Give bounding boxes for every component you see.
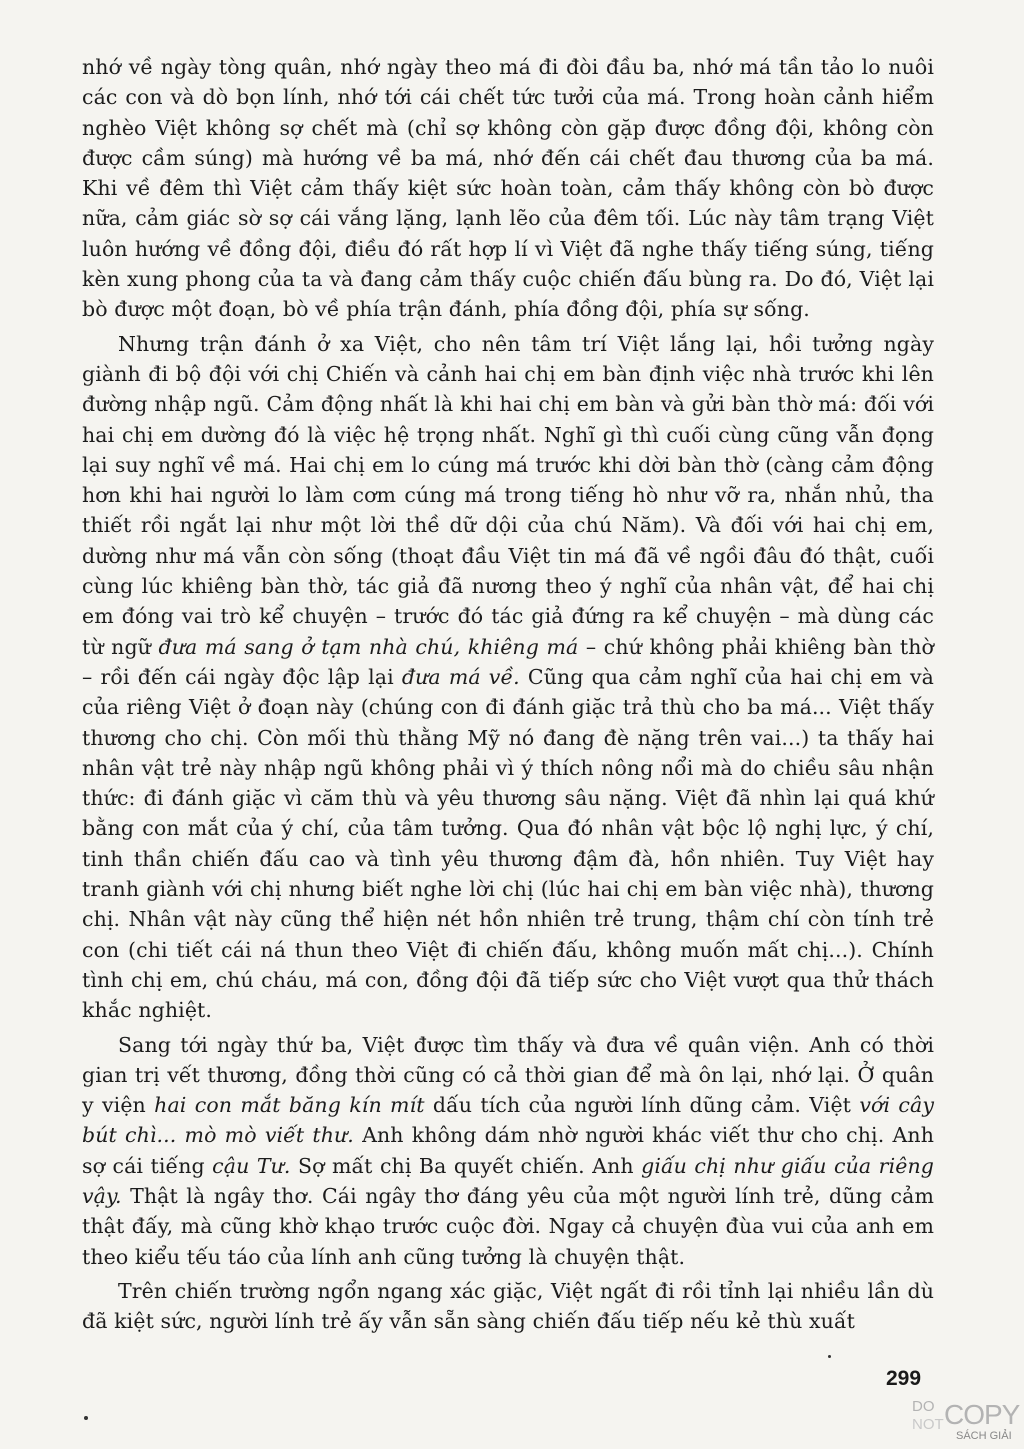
text-run: Sợ mất chị Ba quyết chiến. Anh	[290, 1153, 642, 1178]
scan-speck	[84, 1416, 88, 1420]
italic-quote: đưa má sang ở tạm nhà chú, khiêng má	[158, 634, 579, 659]
watermark-logo	[906, 1397, 1020, 1445]
italic-quote: với cây bút chì... mò mò viết thư.	[82, 1093, 934, 1148]
italic-quote: hai con mắt băng kín mít	[154, 1093, 425, 1118]
paragraph	[82, 329, 934, 1026]
watermark-do: DO	[912, 1398, 935, 1415]
text-run: Thật là ngây thơ. Cái ngây thơ đáng yêu của một người lính trẻ, dũng cảm thật đấy, mà cũng khờ khạo trước cuộc đời. Ngay cả chuyện đùa vui của anh em theo kiểu tếu táo của lính anh cũng tưởng là chuyện thật.	[82, 1183, 934, 1269]
watermark-copy: COPY	[944, 1399, 1020, 1430]
italic-quote: cậu Tư.	[212, 1153, 291, 1178]
text-run: Trên chiến trường ngổn ngang xác giặc, Việt ngất đi rồi tỉnh lại nhiều lần dù đã kiệt sức, người lính trẻ ấy vẫn sẵn sàng chiến đấu tiếp nếu kẻ thù xuất	[82, 1278, 934, 1334]
page-number: 299	[886, 1367, 922, 1390]
watermark-site: SÁCH GIẢI	[956, 1430, 1012, 1442]
scan-speck	[828, 1355, 831, 1358]
text-run: dấu tích của người lính dũng cảm. Việt	[424, 1093, 860, 1118]
text-run: Anh không dám nhờ người khác viết thư cho chị. Anh sợ cái tiếng	[82, 1123, 934, 1178]
text-run: nhớ về ngày tòng quân, nhớ ngày theo má đi đòi đầu ba, nhớ má tần tảo lo nuôi các con và dò bọn lính, nhớ tới cái chết tức tưởi của má. Trong hoàn cảnh hiểm nghèo Việt không sợ chết mà (chỉ sợ không còn gặp được đồng đội, không còn được cầm súng) mà hướng về ba má, nhớ đến cái chết đau thương của ba má. Khi về đêm thì Việt cảm thấy kiệt sức hoàn toàn, cảm thấy không còn bò được nữa, cảm giác sờ sợ cái vắng lặng, lạnh lẽo của đêm tối. Lúc này tâm trạng Việt luôn hướng về đồng đội, điều đó rất hợp lí vì Việt đã nghe thấy tiếng súng, tiếng kèn xung phong của ta và đang cảm thấy cuộc chiến đấu bùng ra. Do đó, Việt lại bò được một đoạn, bò về phía trận đánh, phía đồng đội, phía sự sống.	[82, 55, 934, 322]
paragraph	[82, 1276, 934, 1337]
italic-quote: đưa má về.	[401, 664, 520, 689]
watermark-not: NOT	[912, 1416, 944, 1433]
italic-quote: giấu chị như giấu của riêng vậy.	[82, 1153, 934, 1208]
page-body	[82, 52, 934, 1336]
text-run: Nhưng trận đánh ở xa Việt, cho nên tâm trí Việt lắng lại, hồi tưởng ngày giành đi bộ đội với chị Chiến và cảnh hai chị em bàn định việc nhà trước khi lên đường nhập ngũ. Cảm động nhất là khi hai chị em bàn và gửi bàn thờ má: đối với hai chị em dường đó là việc hệ trọng nhất. Nghĩ gì thì cuối cùng cũng vẫn đọng lại suy nghĩ về má. Hai chị em lo cúng má trước khi dời bàn thờ (càng cảm động hơn khi hai người lo làm cơm cúng má trong tiếng hò như vỡ ra, nhắn nhủ, tha thiết rồi ngắt lại như một lời thề dữ dội của chú Năm). Và đối với hai chị em, dường như má vẫn còn sống (thoạt đầu Việt tin má đã về ngồi đâu đó thật, cuối cùng lúc khiêng bàn thờ, tác giả đã nương theo ý nghĩ của nhân vật, để hai chị em đóng vai trò kể chuyện – trước đó tác giả đứng ra kể chuyện – mà dùng các từ ngữ	[82, 331, 934, 659]
text-run: Sang tới ngày thứ ba, Việt được tìm thấy và đưa về quân viện. Anh có thời gian trị vết thương, đồng thời cũng có cả thời gian để mà ôn lại, nhớ lại. Ở quân y viện	[82, 1032, 934, 1118]
paragraph	[82, 52, 934, 325]
paragraph	[82, 1030, 934, 1272]
text-run: – chứ không phải khiêng bàn thờ – rồi đến cái ngày độc lập lại	[82, 634, 934, 689]
text-run: Cũng qua cảm nghĩ của hai chị em và của riêng Việt ở đoạn này (chúng con đi đánh giặc trả thù cho ba má... Việt thấy thương cho chị. Còn mối thù thằng Mỹ nó đang đè nặng trên vai...) ta thấy hai nhân vật trẻ này nhập ngũ không phải vì ý thích nông nổi mà do chiều sâu nhận thức: đi đánh giặc vì căm thù và yêu thương sâu nặng. Việt đã nhìn lại quá khứ bằng con mắt của ý chí, của tâm tưởng. Qua đó nhân vật bộc lộ nghị lực, ý chí, tinh thần chiến đấu cao và tình yêu thương đậm đà, hồn nhiên. Tuy Việt hay tranh giành với chị nhưng biết nghe lời chị (lúc hai chị em bàn việc nhà), thương chị. Nhân vật này cũng thể hiện nét hồn nhiên trẻ trung, thậm chí còn tính trẻ con (chi tiết cái ná thun theo Việt đi chiến đấu, không muốn mất chị...). Chính tình chị em, chú cháu, má con, đồng đội đã tiếp sức cho Việt vượt qua thử thách khắc nghiệt.	[82, 664, 935, 1023]
